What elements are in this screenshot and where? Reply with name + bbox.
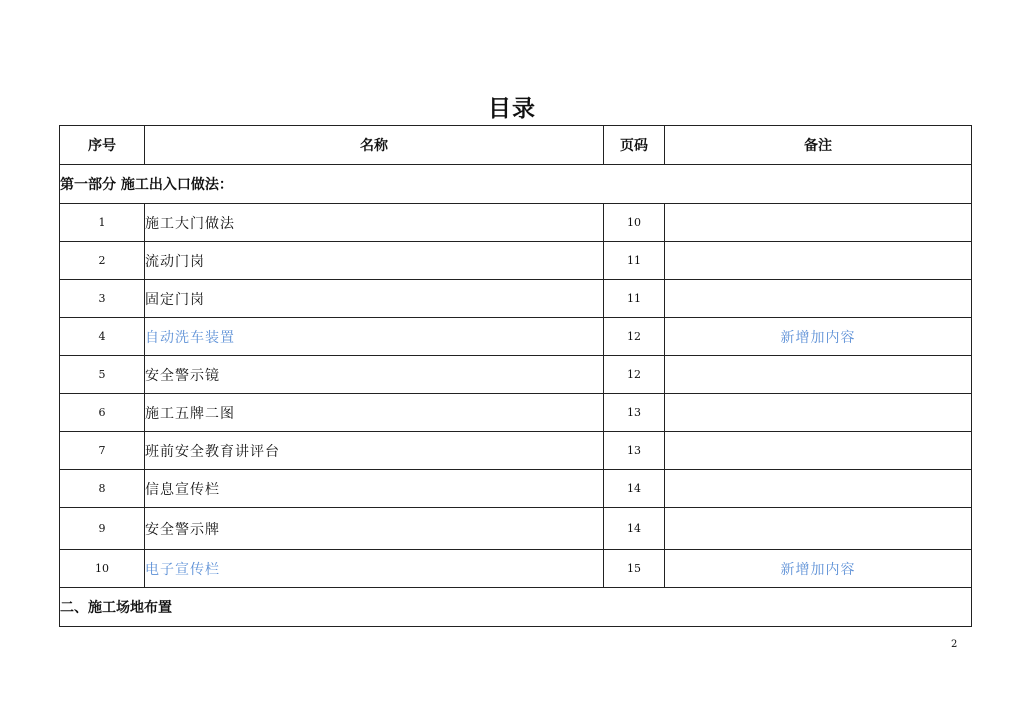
row-note (665, 508, 972, 550)
row-number: 8 (60, 470, 145, 508)
row-note (665, 356, 972, 394)
toc-table (59, 125, 972, 627)
row-note: 新增加内容 (665, 550, 972, 588)
row-page: 14 (604, 470, 665, 508)
row-number: 9 (60, 508, 145, 550)
table-row (60, 550, 972, 588)
row-name: 流动门岗 (145, 242, 604, 280)
row-name: 信息宣传栏 (145, 470, 604, 508)
row-page: 10 (604, 204, 665, 242)
row-number: 6 (60, 394, 145, 432)
section-title: 第一部分 施工出入口做法： (60, 165, 972, 204)
row-page: 12 (604, 318, 665, 356)
header-note: 备注 (665, 126, 972, 165)
row-page: 15 (604, 550, 665, 588)
section-row (60, 588, 972, 627)
row-page: 11 (604, 280, 665, 318)
page-number: 2 (951, 639, 958, 650)
row-note: 新增加内容 (665, 318, 972, 356)
row-note (665, 432, 972, 470)
row-name: 施工大门做法 (145, 204, 604, 242)
page-title: 目录 (488, 96, 536, 122)
table-row (60, 432, 972, 470)
header-name: 名称 (145, 126, 604, 165)
row-note (665, 280, 972, 318)
row-name: 施工五牌二图 (145, 394, 604, 432)
table-row (60, 318, 972, 356)
row-note (665, 242, 972, 280)
row-name: 安全警示镜 (145, 356, 604, 394)
row-name: 自动洗车装置 (145, 318, 604, 356)
table-row (60, 242, 972, 280)
row-page: 12 (604, 356, 665, 394)
row-name: 电子宣传栏 (145, 550, 604, 588)
header-no: 序号 (60, 126, 145, 165)
table-row (60, 394, 972, 432)
row-note (665, 394, 972, 432)
row-page: 14 (604, 508, 665, 550)
table-row (60, 470, 972, 508)
row-number: 2 (60, 242, 145, 280)
table-header-row (60, 126, 972, 165)
section-row (60, 165, 972, 204)
row-page: 13 (604, 394, 665, 432)
table-row (60, 356, 972, 394)
row-note (665, 470, 972, 508)
row-page: 13 (604, 432, 665, 470)
row-number: 4 (60, 318, 145, 356)
row-name: 固定门岗 (145, 280, 604, 318)
row-number: 10 (60, 550, 145, 588)
section-title: 二、施工场地布置 (60, 588, 972, 627)
table-row (60, 508, 972, 550)
row-number: 7 (60, 432, 145, 470)
row-name: 安全警示牌 (145, 508, 604, 550)
table-row (60, 204, 972, 242)
row-page: 11 (604, 242, 665, 280)
row-note (665, 204, 972, 242)
row-number: 5 (60, 356, 145, 394)
table-row (60, 280, 972, 318)
row-number: 3 (60, 280, 145, 318)
row-name: 班前安全教育讲评台 (145, 432, 604, 470)
header-page: 页码 (604, 126, 665, 165)
row-number: 1 (60, 204, 145, 242)
